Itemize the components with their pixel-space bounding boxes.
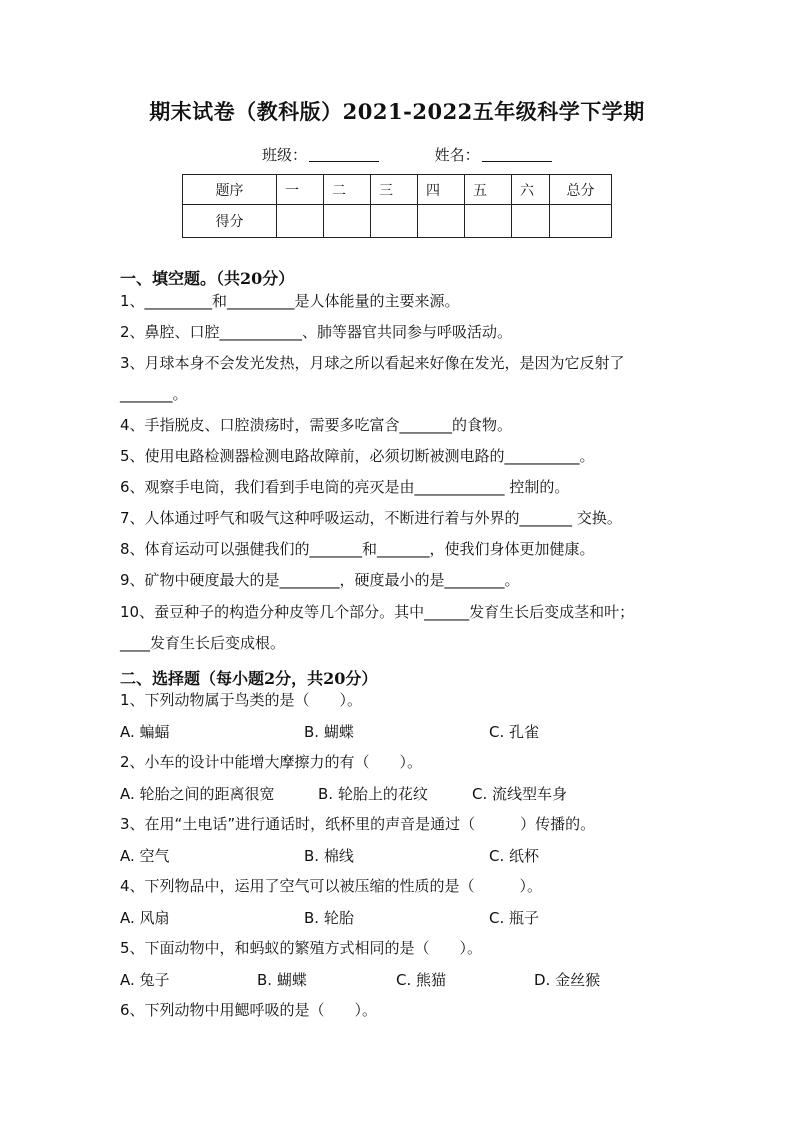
score-cell[interactable] bbox=[550, 205, 612, 238]
choice-option[interactable]: C. 流线型车身 bbox=[472, 785, 568, 803]
fill-question: 1、_________和_________是人体能量的主要来源。 bbox=[120, 292, 460, 310]
name-label: 姓名： bbox=[434, 146, 480, 164]
choice-question: 2、小车的设计中能增大摩擦力的有（ ）。 bbox=[120, 753, 423, 771]
score-header-cell: 五 bbox=[465, 175, 512, 205]
section-2-heading: 二、选择题（每小题2分，共20分） bbox=[120, 669, 378, 688]
choice-question: 4、下列物品中，运用了空气可以被压缩的性质的是（ ）。 bbox=[120, 877, 543, 895]
fill-question: 10、蚕豆种子的构造分种皮等几个部分。其中______发育生长后变成茎和叶； bbox=[120, 603, 635, 621]
class-blank[interactable] bbox=[309, 147, 379, 162]
score-table-header-row bbox=[183, 175, 612, 205]
fill-question: 6、观察手电筒，我们看到手电筒的亮灭是由____________ 控制的。 bbox=[120, 478, 570, 496]
choice-question: 6、下列动物中用鳃呼吸的是（ ）。 bbox=[120, 1001, 378, 1019]
choice-option[interactable]: B. 蝴蝶 bbox=[257, 971, 307, 989]
choice-question: 1、下列动物属于鸟类的是（ ）。 bbox=[120, 691, 363, 709]
score-header-cell: 四 bbox=[418, 175, 465, 205]
choice-question: 3、在用“土电话”进行通话时，纸杯里的声音是通过（ ）传播的。 bbox=[120, 815, 596, 833]
score-cell[interactable] bbox=[277, 205, 324, 238]
choice-option[interactable]: A. 风扇 bbox=[120, 909, 170, 927]
choice-option[interactable]: A. 蝙蝠 bbox=[120, 723, 170, 741]
choice-option[interactable]: A. 兔子 bbox=[120, 971, 170, 989]
fill-question: 9、矿物中硬度最大的是________，硬度最小的是________。 bbox=[120, 571, 520, 589]
choice-option[interactable]: A. 轮胎之间的距离很宽 bbox=[120, 785, 275, 803]
fill-question: 3、月球本身不会发光发热，月球之所以看起来好像在发光，是因为它反射了 bbox=[120, 354, 625, 372]
choice-option[interactable]: C. 熊猫 bbox=[396, 971, 447, 989]
score-header-cell: 一 bbox=[277, 175, 324, 205]
choice-option[interactable]: C. 瓶子 bbox=[489, 909, 540, 927]
class-label: 班级： bbox=[262, 146, 308, 164]
choice-option[interactable]: C. 孔雀 bbox=[489, 723, 540, 741]
fill-question: _______。 bbox=[120, 385, 188, 403]
section-1-heading: 一、填空题。（共20分） bbox=[120, 269, 295, 288]
choice-option[interactable]: B. 棉线 bbox=[304, 847, 354, 865]
score-cell[interactable] bbox=[371, 205, 418, 238]
fill-question: 8、体育运动可以强健我们的_______和_______，使我们身体更加健康。 bbox=[120, 540, 595, 558]
fill-question: 7、人体通过呼气和吸气这种呼吸运动，不断进行着与外界的_______ 交换。 bbox=[120, 509, 622, 527]
choice-option[interactable]: B. 蝴蝶 bbox=[304, 723, 354, 741]
score-cell[interactable] bbox=[324, 205, 371, 238]
score-table bbox=[182, 174, 612, 238]
choice-option[interactable]: B. 轮胎上的花纹 bbox=[318, 785, 428, 803]
score-cell[interactable] bbox=[512, 205, 550, 238]
fill-question: 4、手指脱皮、口腔溃疡时，需要多吃富含_______的食物。 bbox=[120, 416, 513, 434]
choice-option[interactable]: A. 空气 bbox=[120, 847, 170, 865]
fill-question: 5、使用电路检测器检测电路故障前，必须切断被测电路的__________。 bbox=[120, 447, 595, 465]
score-header-cell: 总分 bbox=[550, 175, 612, 205]
name-blank[interactable] bbox=[482, 147, 552, 162]
score-cell[interactable] bbox=[465, 205, 512, 238]
score-header-cell: 二 bbox=[324, 175, 371, 205]
score-header-cell: 三 bbox=[371, 175, 418, 205]
fill-question: 2、鼻腔、口腔___________、肺等器官共同参与呼吸活动。 bbox=[120, 323, 513, 341]
choice-option[interactable]: B. 轮胎 bbox=[304, 909, 354, 927]
exam-title: 期末试卷（教科版）2021-2022五年级科学下学期 bbox=[149, 99, 645, 124]
choice-question: 5、下面动物中，和蚂蚁的繁殖方式相同的是（ ）。 bbox=[120, 939, 483, 957]
score-table-score-row bbox=[183, 205, 612, 238]
choice-option[interactable]: C. 纸杯 bbox=[489, 847, 540, 865]
choice-option[interactable]: D. 金丝猴 bbox=[534, 971, 601, 989]
score-row-label: 得分 bbox=[183, 205, 277, 238]
score-header-cell: 题序 bbox=[183, 175, 277, 205]
score-cell[interactable] bbox=[418, 205, 465, 238]
student-info-line bbox=[262, 144, 552, 165]
fill-question: ____发育生长后变成根。 bbox=[120, 634, 286, 652]
score-header-cell: 六 bbox=[512, 175, 550, 205]
